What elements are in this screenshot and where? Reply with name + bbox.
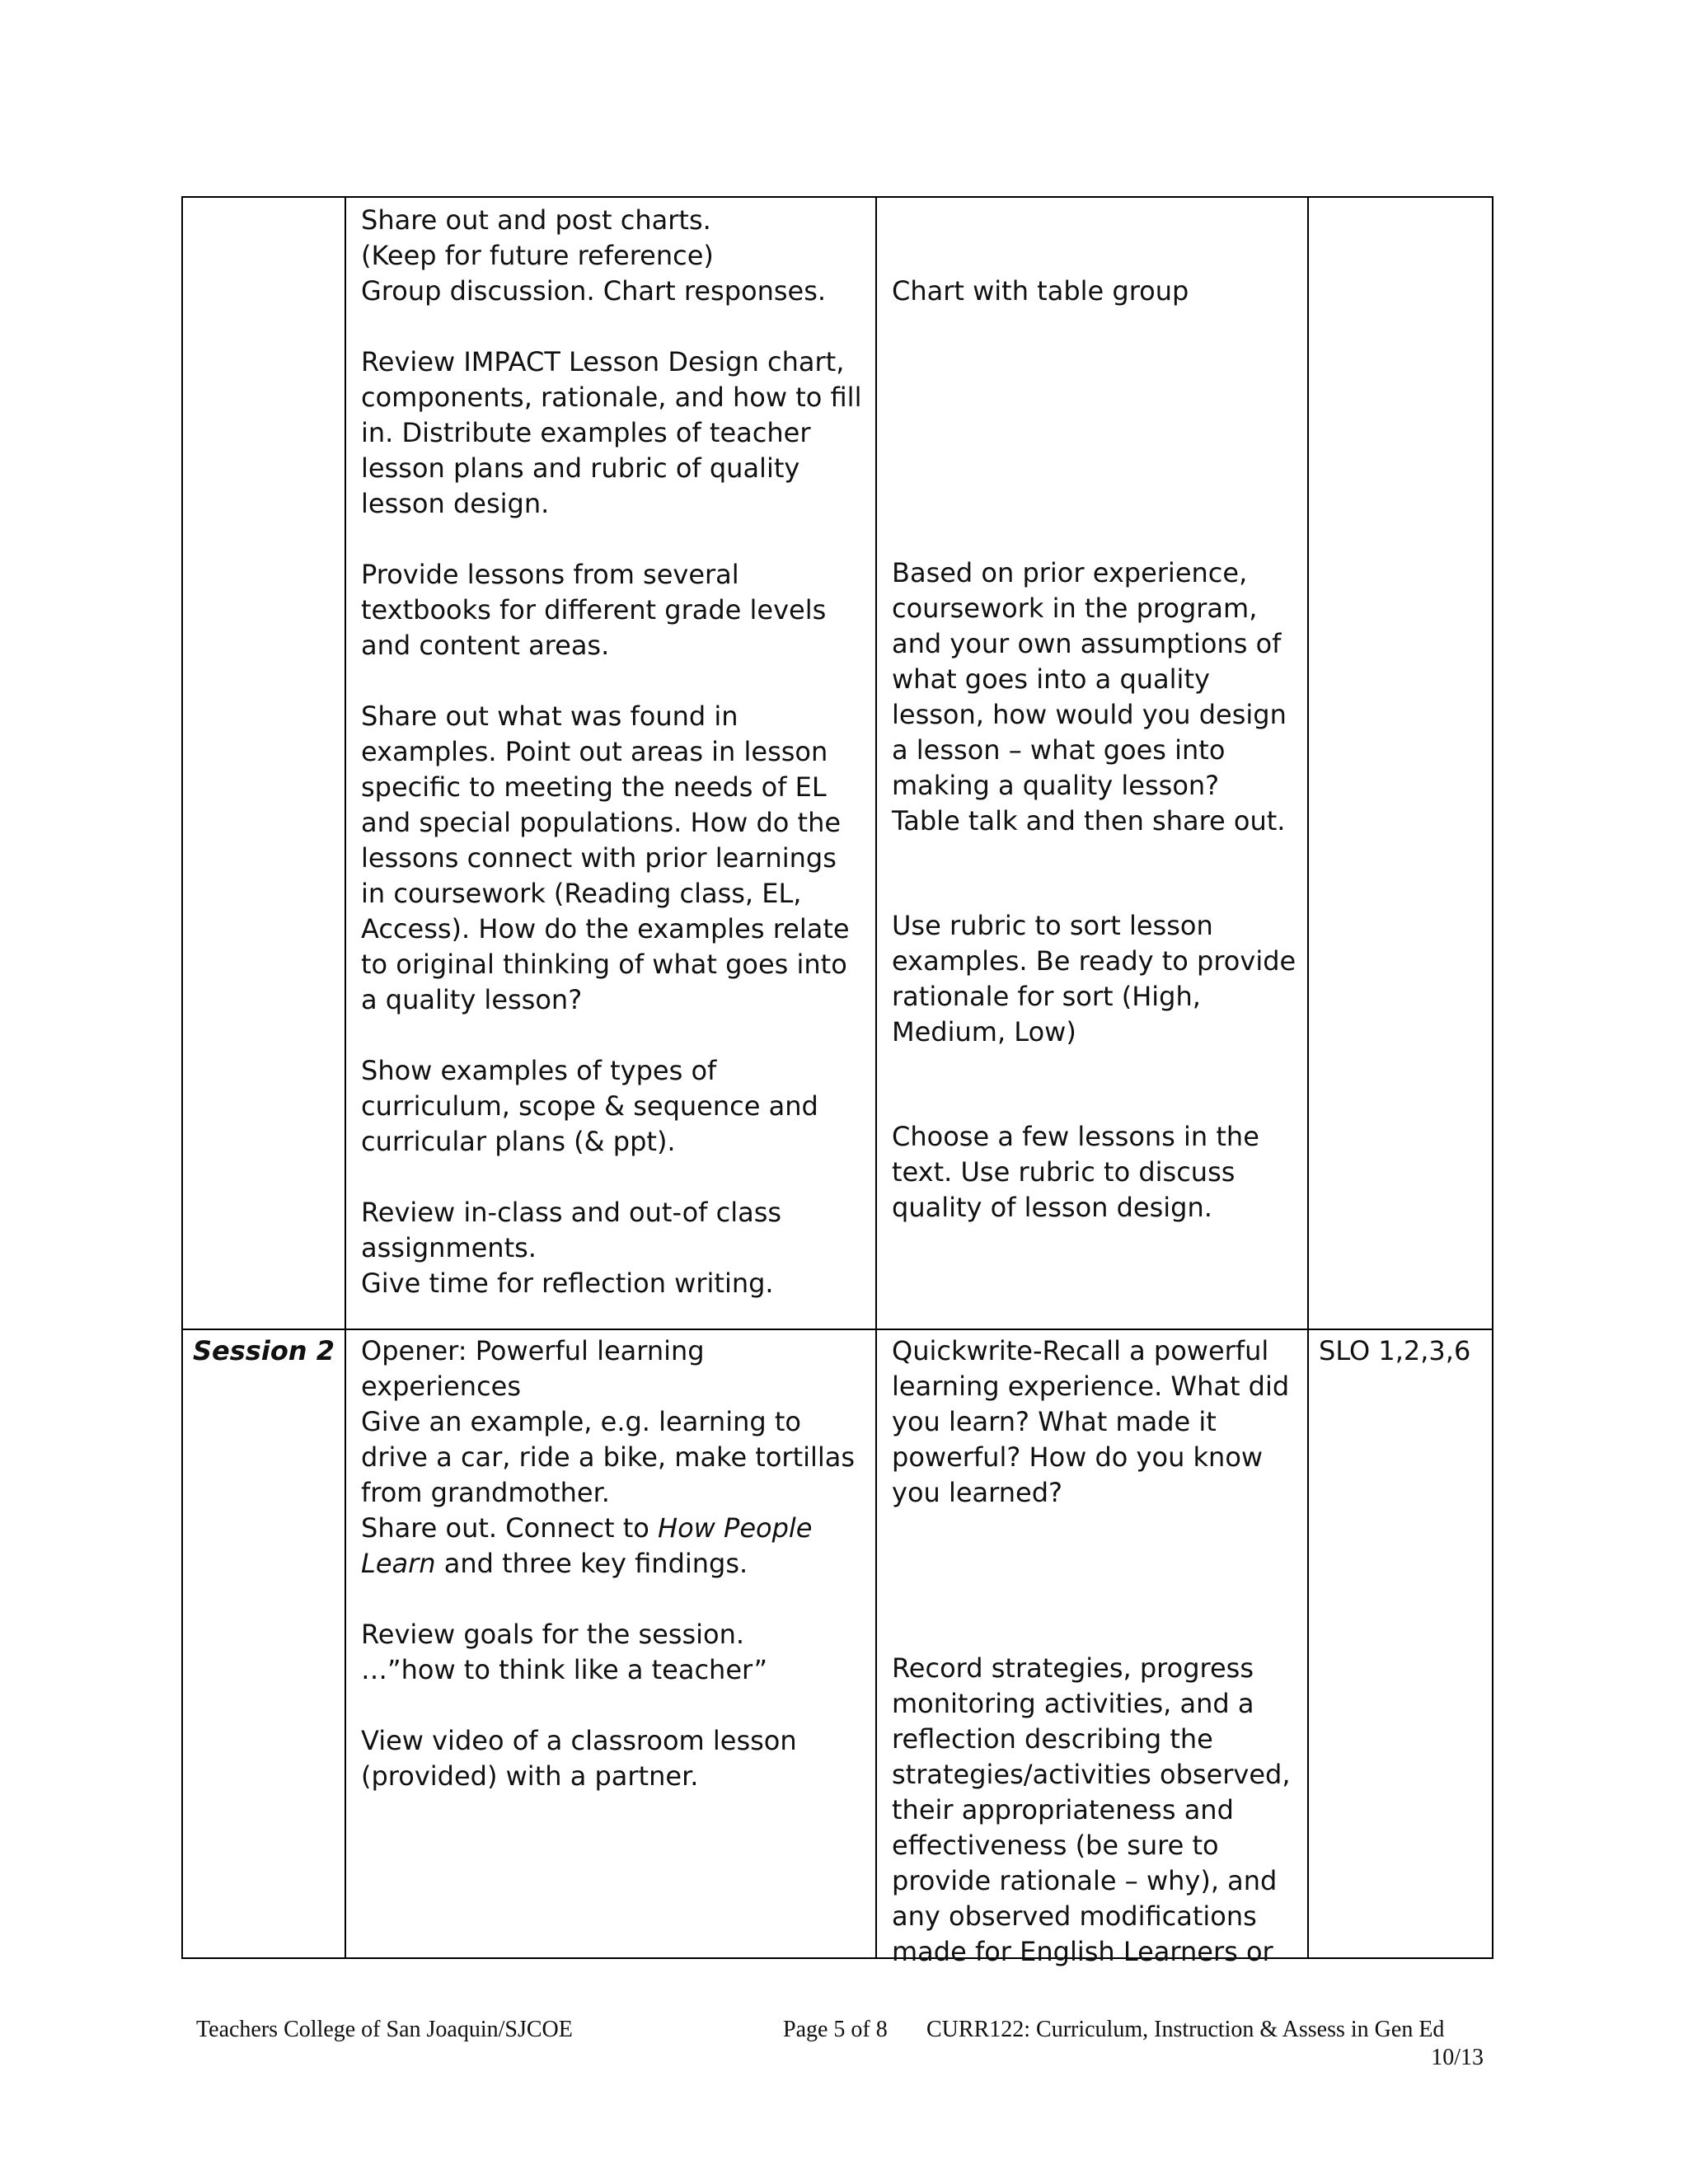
row2-assignment-1: Quickwrite-Recall a powerful learning experience. What did you learn? What made it powerful? How do you know you learned? (892, 1335, 1290, 1508)
share-out-text: Share out. Connect to (361, 1512, 659, 1544)
row-divider (183, 1329, 1492, 1330)
activity-paragraph (361, 1511, 867, 1582)
footer-course: CURR122: Curriculum, Instruction & Assess in Gen Ed (926, 2017, 1445, 2042)
outcomes-cell: SLO 1,2,3,6 (1319, 1335, 1471, 1366)
book-title: How People Learn (361, 1512, 813, 1579)
activity-paragraph: Review IMPACT Lesson Design chart, components, rationale, and how to fill in. Distribute examples of teacher lesson plans and rubric of quality lesson design. (361, 346, 862, 519)
activity-paragraph: Review in-class and out-of class assignments. Give time for reflection writing. (361, 1197, 782, 1299)
column-divider (1307, 198, 1309, 1957)
footer-institution: Teachers College of San Joaquin/SJCOE (196, 2017, 573, 2042)
activity-paragraph: Share out and post charts. (Keep for future reference) Group discussion. Chart responses. (361, 204, 827, 307)
row1-activities-cell (361, 203, 867, 1301)
findings-text: and three key findings. (435, 1548, 748, 1579)
footer-date: 10/13 (1431, 2045, 1484, 2070)
schedule-table (181, 196, 1493, 1967)
session-label: Session 2 (193, 1335, 335, 1366)
row1-assignment-2: Based on prior experience, coursework in the program, and your own assumptions of what goes into a quality lesson, how would you design a lesson – what goes into making a quality lesson? Table talk and then share out. (892, 557, 1287, 837)
activity-paragraph: Opener: Powerful learning experiences Give an example, e.g. learning to drive a car, ride a bike, make tortillas from grandmother. (361, 1335, 856, 1508)
row1-assignment-4: Choose a few lessons in the text. Use rubric to discuss quality of lesson design. (892, 1121, 1259, 1223)
row2-activities-cell (361, 1333, 867, 1794)
footer-page-number: Page 5 of 8 (783, 2017, 888, 2042)
row1-assignment-3: Use rubric to sort lesson examples. Be ready to provide rationale for sort (High, Medium, Low) (892, 910, 1296, 1047)
activity-paragraph: Provide lessons from several textbooks for different grade levels and content areas. (361, 559, 827, 661)
row2-assignment-2: Record strategies, progress monitoring activities, and a reflection describing the strategies/activities observed, their appropriateness and effectiveness (be sure to provide rationale – why), and any observed modifications made for English Learners or (892, 1652, 1291, 1967)
column-divider (875, 198, 877, 1957)
activity-paragraph: Show examples of types of curriculum, scope & sequence and curricular plans (& ppt). (361, 1055, 818, 1157)
activity-paragraph: Share out what was found in examples. Point out areas in lesson specific to meeting the needs of EL and special populations. How do the lessons connect with prior learnings in coursework (Reading class, EL, Access). How do the examples relate to original thinking of what goes into a quality lesson? (361, 701, 850, 1015)
activity-paragraph: View video of a classroom lesson (provided) with a partner. (361, 1725, 797, 1792)
row1-assignment-1: Chart with table group (892, 275, 1189, 307)
activity-paragraph: Review goals for the session. …”how to think like a teacher” (361, 1619, 768, 1685)
column-divider (345, 198, 346, 1957)
